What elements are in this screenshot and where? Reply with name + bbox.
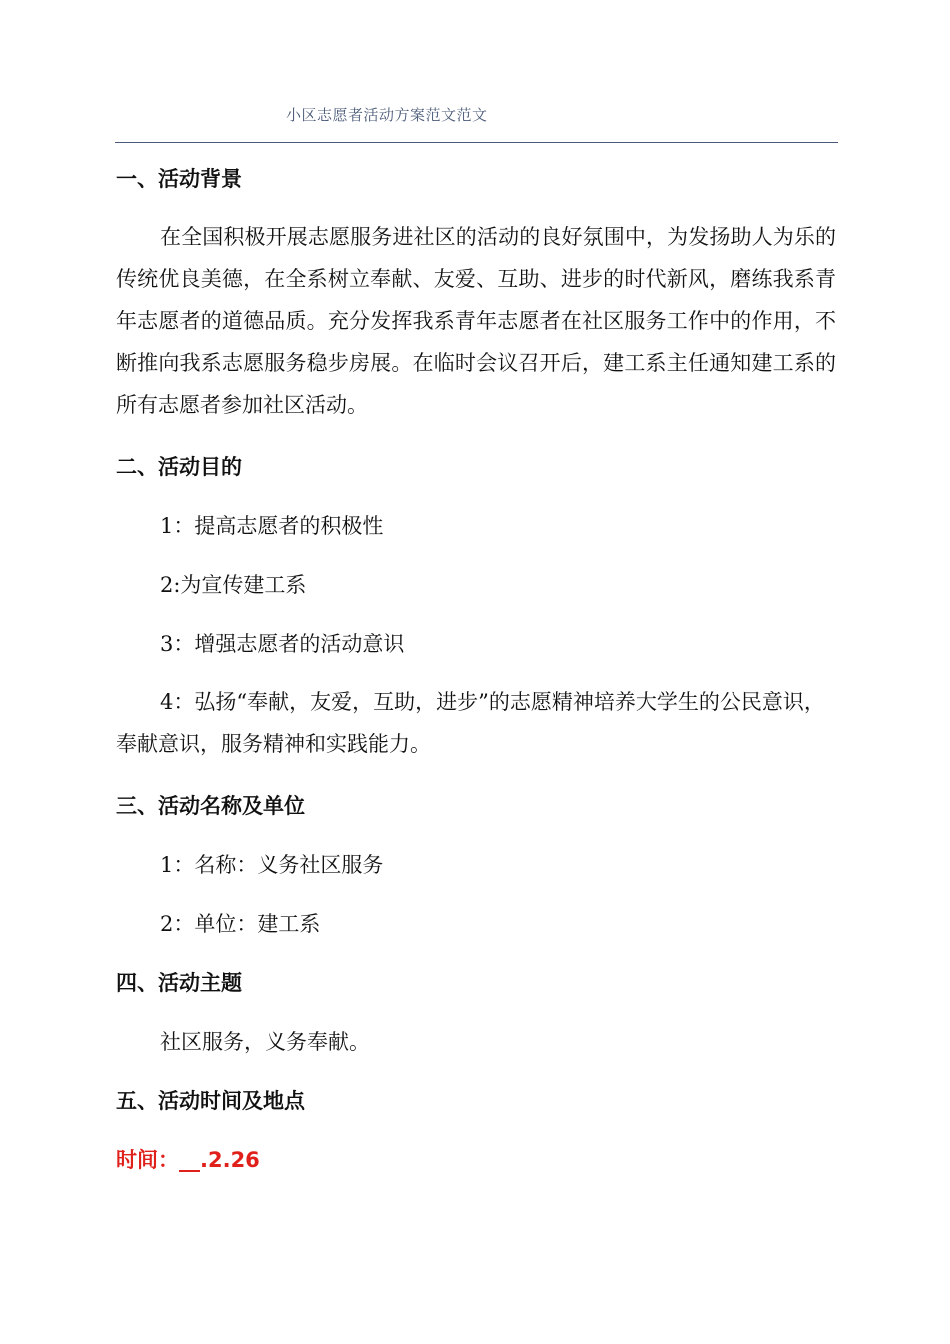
- purpose-item-1: 1：提高志愿者的积极性: [160, 514, 384, 538]
- activity-time-line: 时间：__.2.26: [116, 1148, 260, 1172]
- section-heading-background: 一、活动背景: [116, 167, 242, 191]
- purpose-item-4: 4：弘扬“奉献，友爱，互助，进步”的志愿精神培养大学生的公民意识，奉献意识，服务精神和实践能力。: [116, 690, 825, 756]
- running-header-title: 小区志愿者活动方案范文范文: [286, 106, 488, 124]
- section-heading-purpose: 二、活动目的: [116, 455, 242, 479]
- theme-paragraph: 社区服务，义务奉献。: [160, 1030, 370, 1054]
- name-unit-item-2: 2：单位：建工系: [160, 912, 321, 936]
- name-unit-item-1: 1：名称：义务社区服务: [160, 853, 384, 877]
- purpose-item-2: 2:为宣传建工系: [160, 573, 307, 597]
- section-heading-name-unit: 三、活动名称及单位: [116, 794, 305, 818]
- purpose-item-3: 3：增强志愿者的活动意识: [160, 632, 405, 656]
- section-heading-time-place: 五、活动时间及地点: [116, 1089, 305, 1113]
- header-divider: [115, 142, 838, 143]
- section-heading-theme: 四、活动主题: [116, 971, 242, 995]
- document-body: [116, 164, 836, 1175]
- background-paragraph: 在全国积极开展志愿服务进社区的活动的良好氛围中，为发扬助人为乐的传统优良美德，在全系树立奉献、友爱、互助、进步的时代新风，磨练我系青年志愿者的道德品质。充分发挥我系青年志愿者在社区服务工作中的作用，不断推向我系志愿服务稳步房展。在临时会议召开后，建工系主任通知建工系的所有志愿者参加社区活动。: [116, 225, 836, 417]
